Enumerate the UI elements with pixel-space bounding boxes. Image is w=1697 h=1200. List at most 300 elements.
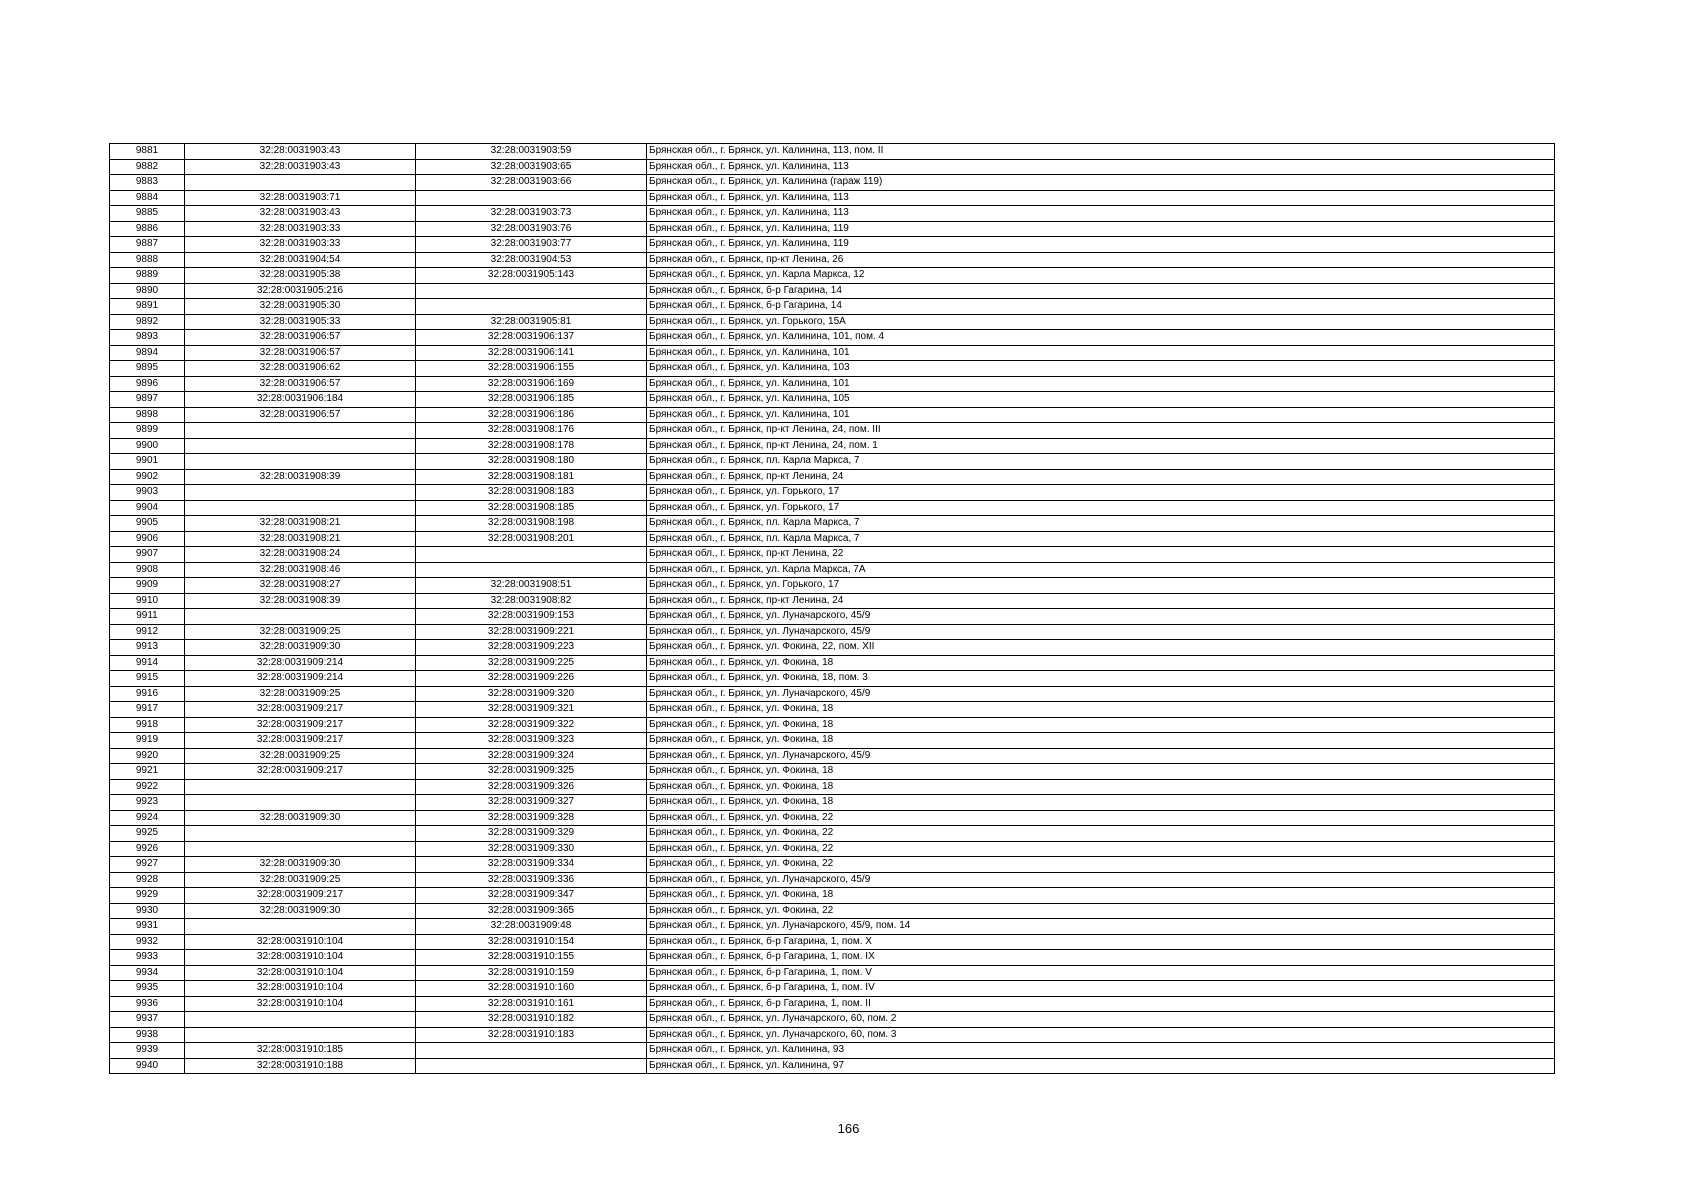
object-cadastral-number-cell: 32:28:0031910:160 [416,981,647,997]
row-number-cell: 9900 [110,438,185,454]
row-number-cell: 9892 [110,314,185,330]
address-cell: Брянская обл., г. Брянск, пл. Карла Маркса, 7 [647,531,1555,547]
cadastral-number-cell [185,175,416,191]
object-cadastral-number-cell: 32:28:0031908:201 [416,531,647,547]
row-number-cell: 9926 [110,841,185,857]
table-row [110,965,1555,981]
address-cell: Брянская обл., г. Брянск, ул. Фокина, 22 [647,903,1555,919]
table-row [110,237,1555,253]
table-row [110,981,1555,997]
table-row [110,345,1555,361]
cadastral-number-cell [185,795,416,811]
address-cell: Брянская обл., г. Брянск, пр-кт Ленина, 24, пом. III [647,423,1555,439]
row-number-cell: 9938 [110,1027,185,1043]
address-cell: Брянская обл., г. Брянск, ул. Луначарского, 45/9 [647,872,1555,888]
row-number-cell: 9906 [110,531,185,547]
object-cadastral-number-cell [416,547,647,563]
table-row [110,717,1555,733]
row-number-cell: 9884 [110,190,185,206]
row-number-cell: 9890 [110,283,185,299]
row-number-cell: 9882 [110,159,185,175]
row-number-cell: 9883 [110,175,185,191]
address-cell: Брянская обл., г. Брянск, ул. Фокина, 22, пом. XII [647,640,1555,656]
table-row [110,190,1555,206]
cadastral-number-cell: 32:28:0031906:62 [185,361,416,377]
object-cadastral-number-cell: 32:28:0031908:183 [416,485,647,501]
table-row [110,934,1555,950]
row-number-cell: 9937 [110,1012,185,1028]
address-cell: Брянская обл., г. Брянск, ул. Калинина, 93 [647,1043,1555,1059]
table-row [110,655,1555,671]
object-cadastral-number-cell: 32:28:0031909:226 [416,671,647,687]
address-cell: Брянская обл., г. Брянск, ул. Луначарского, 45/9 [647,609,1555,625]
object-cadastral-number-cell: 32:28:0031910:154 [416,934,647,950]
address-cell: Брянская обл., г. Брянск, ул. Калинина, 103 [647,361,1555,377]
object-cadastral-number-cell: 32:28:0031909:336 [416,872,647,888]
object-cadastral-number-cell: 32:28:0031908:176 [416,423,647,439]
address-cell: Брянская обл., г. Брянск, ул. Фокина, 18 [647,795,1555,811]
row-number-cell: 9903 [110,485,185,501]
table-row [110,438,1555,454]
object-cadastral-number-cell [416,562,647,578]
address-cell: Брянская обл., г. Брянск, ул. Луначарского, 60, пом. 3 [647,1027,1555,1043]
row-number-cell: 9939 [110,1043,185,1059]
table-row [110,221,1555,237]
address-cell: Брянская обл., г. Брянск, ул. Луначарского, 45/9 [647,748,1555,764]
row-number-cell: 9931 [110,919,185,935]
row-number-cell: 9897 [110,392,185,408]
table-row [110,252,1555,268]
row-number-cell: 9886 [110,221,185,237]
cadastral-number-cell: 32:28:0031909:30 [185,903,416,919]
row-number-cell: 9891 [110,299,185,315]
table-row [110,624,1555,640]
table-row [110,857,1555,873]
address-cell: Брянская обл., г. Брянск, ул. Калинина, 113 [647,206,1555,222]
table-row [110,144,1555,160]
cadastral-number-cell: 32:28:0031910:185 [185,1043,416,1059]
object-cadastral-number-cell: 32:28:0031908:181 [416,469,647,485]
object-cadastral-number-cell: 32:28:0031909:328 [416,810,647,826]
address-cell: Брянская обл., г. Брянск, б-р Гагарина, 1, пом. IV [647,981,1555,997]
row-number-cell: 9904 [110,500,185,516]
object-cadastral-number-cell [416,1043,647,1059]
row-number-cell: 9889 [110,268,185,284]
address-cell: Брянская обл., г. Брянск, пр-кт Ленина, 24, пом. 1 [647,438,1555,454]
table-row [110,175,1555,191]
object-cadastral-number-cell: 32:28:0031908:198 [416,516,647,532]
row-number-cell: 9914 [110,655,185,671]
object-cadastral-number-cell: 32:28:0031905:143 [416,268,647,284]
cadastral-number-cell [185,485,416,501]
address-cell: Брянская обл., г. Брянск, ул. Фокина, 18 [647,888,1555,904]
table-row [110,593,1555,609]
cadastral-number-cell: 32:28:0031910:104 [185,950,416,966]
object-cadastral-number-cell: 32:28:0031904:53 [416,252,647,268]
cadastral-number-cell: 32:28:0031910:104 [185,934,416,950]
cadastral-number-cell: 32:28:0031906:184 [185,392,416,408]
address-cell: Брянская обл., г. Брянск, ул. Калинина, 119 [647,221,1555,237]
table-row [110,841,1555,857]
address-cell: Брянская обл., г. Брянск, ул. Фокина, 18, пом. 3 [647,671,1555,687]
object-cadastral-number-cell: 32:28:0031909:327 [416,795,647,811]
table-row [110,206,1555,222]
object-cadastral-number-cell: 32:28:0031909:330 [416,841,647,857]
cadastral-number-cell: 32:28:0031905:30 [185,299,416,315]
address-cell: Брянская обл., г. Брянск, пр-кт Ленина, 24 [647,469,1555,485]
row-number-cell: 9918 [110,717,185,733]
table-row [110,423,1555,439]
object-cadastral-number-cell: 32:28:0031909:365 [416,903,647,919]
object-cadastral-number-cell: 32:28:0031909:324 [416,748,647,764]
row-number-cell: 9920 [110,748,185,764]
address-cell: Брянская обл., г. Брянск, ул. Фокина, 22 [647,826,1555,842]
address-cell: Брянская обл., г. Брянск, б-р Гагарина, 1, пом. V [647,965,1555,981]
cadastral-number-cell: 32:28:0031909:30 [185,810,416,826]
table-row [110,454,1555,470]
address-cell: Брянская обл., г. Брянск, ул. Фокина, 18 [647,733,1555,749]
address-cell: Брянская обл., г. Брянск, ул. Калинина, 97 [647,1058,1555,1074]
row-number-cell: 9936 [110,996,185,1012]
cadastral-number-cell: 32:28:0031903:43 [185,159,416,175]
table-row [110,686,1555,702]
object-cadastral-number-cell: 32:28:0031909:153 [416,609,647,625]
cadastral-number-cell: 32:28:0031910:104 [185,981,416,997]
cadastral-number-cell: 32:28:0031909:217 [185,764,416,780]
address-cell: Брянская обл., г. Брянск, ул. Фокина, 18 [647,779,1555,795]
object-cadastral-number-cell: 32:28:0031908:185 [416,500,647,516]
table-row [110,903,1555,919]
cadastral-number-cell: 32:28:0031908:21 [185,516,416,532]
address-cell: Брянская обл., г. Брянск, ул. Фокина, 18 [647,702,1555,718]
cadastral-number-cell: 32:28:0031909:30 [185,640,416,656]
table-row [110,485,1555,501]
registry-table-body [110,144,1555,1074]
address-cell: Брянская обл., г. Брянск, пл. Карла Маркса, 7 [647,516,1555,532]
table-row [110,469,1555,485]
address-cell: Брянская обл., г. Брянск, б-р Гагарина, 14 [647,299,1555,315]
table-row [110,795,1555,811]
cadastral-number-cell: 32:28:0031906:57 [185,330,416,346]
cadastral-number-cell: 32:28:0031910:104 [185,965,416,981]
row-number-cell: 9940 [110,1058,185,1074]
object-cadastral-number-cell: 32:28:0031909:221 [416,624,647,640]
address-cell: Брянская обл., г. Брянск, б-р Гагарина, 14 [647,283,1555,299]
object-cadastral-number-cell: 32:28:0031910:182 [416,1012,647,1028]
table-row [110,500,1555,516]
row-number-cell: 9919 [110,733,185,749]
table-row [110,299,1555,315]
cadastral-number-cell: 32:28:0031903:33 [185,221,416,237]
object-cadastral-number-cell: 32:28:0031909:223 [416,640,647,656]
object-cadastral-number-cell: 32:28:0031910:159 [416,965,647,981]
row-number-cell: 9909 [110,578,185,594]
object-cadastral-number-cell: 32:28:0031903:59 [416,144,647,160]
address-cell: Брянская обл., г. Брянск, ул. Калинина, 101, пом. 4 [647,330,1555,346]
row-number-cell: 9916 [110,686,185,702]
table-row [110,1043,1555,1059]
cadastral-number-cell: 32:28:0031909:25 [185,624,416,640]
cadastral-number-cell [185,438,416,454]
row-number-cell: 9932 [110,934,185,950]
cadastral-number-cell: 32:28:0031910:104 [185,996,416,1012]
object-cadastral-number-cell: 32:28:0031909:326 [416,779,647,795]
row-number-cell: 9895 [110,361,185,377]
cadastral-number-cell: 32:28:0031905:38 [185,268,416,284]
row-number-cell: 9935 [110,981,185,997]
table-row [110,407,1555,423]
object-cadastral-number-cell: 32:28:0031909:347 [416,888,647,904]
address-cell: Брянская обл., г. Брянск, б-р Гагарина, 1, пом. IX [647,950,1555,966]
table-row [110,919,1555,935]
table-row [110,578,1555,594]
table-row [110,810,1555,826]
object-cadastral-number-cell: 32:28:0031908:82 [416,593,647,609]
row-number-cell: 9924 [110,810,185,826]
address-cell: Брянская обл., г. Брянск, пл. Карла Маркса, 7 [647,454,1555,470]
object-cadastral-number-cell: 32:28:0031906:141 [416,345,647,361]
row-number-cell: 9911 [110,609,185,625]
object-cadastral-number-cell: 32:28:0031903:77 [416,237,647,253]
object-cadastral-number-cell: 32:28:0031910:155 [416,950,647,966]
object-cadastral-number-cell: 32:28:0031909:320 [416,686,647,702]
row-number-cell: 9896 [110,376,185,392]
cadastral-number-cell [185,500,416,516]
address-cell: Брянская обл., г. Брянск, ул. Карла Маркса, 12 [647,268,1555,284]
object-cadastral-number-cell: 32:28:0031908:178 [416,438,647,454]
address-cell: Брянская обл., г. Брянск, ул. Фокина, 22 [647,841,1555,857]
table-row [110,159,1555,175]
cadastral-number-cell: 32:28:0031903:43 [185,206,416,222]
table-row [110,330,1555,346]
object-cadastral-number-cell: 32:28:0031908:180 [416,454,647,470]
cadastral-number-cell: 32:28:0031903:71 [185,190,416,206]
object-cadastral-number-cell: 32:28:0031910:161 [416,996,647,1012]
cadastral-number-cell: 32:28:0031909:25 [185,686,416,702]
table-row [110,268,1555,284]
cadastral-number-cell: 32:28:0031909:214 [185,671,416,687]
address-cell: Брянская обл., г. Брянск, ул. Калинина, 113, пом. II [647,144,1555,160]
cadastral-number-cell [185,423,416,439]
table-row [110,283,1555,299]
address-cell: Брянская обл., г. Брянск, ул. Калинина (гараж 119) [647,175,1555,191]
row-number-cell: 9923 [110,795,185,811]
cadastral-number-cell [185,779,416,795]
address-cell: Брянская обл., г. Брянск, ул. Калинина, 119 [647,237,1555,253]
object-cadastral-number-cell: 32:28:0031906:169 [416,376,647,392]
table-row [110,779,1555,795]
row-number-cell: 9921 [110,764,185,780]
table-row [110,826,1555,842]
row-number-cell: 9898 [110,407,185,423]
registry-table [109,143,1555,1074]
address-cell: Брянская обл., г. Брянск, ул. Карла Маркса, 7А [647,562,1555,578]
object-cadastral-number-cell: 32:28:0031905:81 [416,314,647,330]
object-cadastral-number-cell [416,283,647,299]
cadastral-number-cell [185,841,416,857]
cadastral-number-cell: 32:28:0031909:30 [185,857,416,873]
table-row [110,764,1555,780]
page-number: 166 [837,1121,860,1136]
address-cell: Брянская обл., г. Брянск, ул. Горького, 17 [647,500,1555,516]
table-row [110,609,1555,625]
row-number-cell: 9893 [110,330,185,346]
address-cell: Брянская обл., г. Брянск, ул. Калинина, 101 [647,376,1555,392]
address-cell: Брянская обл., г. Брянск, ул. Луначарского, 60, пом. 2 [647,1012,1555,1028]
object-cadastral-number-cell: 32:28:0031906:137 [416,330,647,346]
row-number-cell: 9912 [110,624,185,640]
row-number-cell: 9925 [110,826,185,842]
table-row [110,392,1555,408]
row-number-cell: 9933 [110,950,185,966]
address-cell: Брянская обл., г. Брянск, пр-кт Ленина, 26 [647,252,1555,268]
address-cell: Брянская обл., г. Брянск, ул. Горького, 15А [647,314,1555,330]
cadastral-number-cell: 32:28:0031903:43 [185,144,416,160]
cadastral-number-cell: 32:28:0031906:57 [185,345,416,361]
cadastral-number-cell [185,1012,416,1028]
cadastral-number-cell: 32:28:0031905:216 [185,283,416,299]
object-cadastral-number-cell: 32:28:0031903:66 [416,175,647,191]
object-cadastral-number-cell: 32:28:0031903:76 [416,221,647,237]
cadastral-number-cell: 32:28:0031909:25 [185,872,416,888]
row-number-cell: 9905 [110,516,185,532]
cadastral-number-cell: 32:28:0031908:39 [185,593,416,609]
row-number-cell: 9885 [110,206,185,222]
row-number-cell: 9930 [110,903,185,919]
cadastral-number-cell: 32:28:0031906:57 [185,376,416,392]
cadastral-number-cell: 32:28:0031909:217 [185,888,416,904]
table-row [110,733,1555,749]
object-cadastral-number-cell: 32:28:0031909:48 [416,919,647,935]
object-cadastral-number-cell: 32:28:0031909:325 [416,764,647,780]
address-cell: Брянская обл., г. Брянск, пр-кт Ленина, 22 [647,547,1555,563]
row-number-cell: 9913 [110,640,185,656]
cadastral-number-cell: 32:28:0031906:57 [185,407,416,423]
object-cadastral-number-cell: 32:28:0031909:334 [416,857,647,873]
cadastral-number-cell [185,1027,416,1043]
address-cell: Брянская обл., г. Брянск, ул. Фокина, 22 [647,810,1555,826]
table-row [110,702,1555,718]
row-number-cell: 9917 [110,702,185,718]
row-number-cell: 9902 [110,469,185,485]
cadastral-number-cell [185,919,416,935]
object-cadastral-number-cell: 32:28:0031908:51 [416,578,647,594]
row-number-cell: 9910 [110,593,185,609]
row-number-cell: 9888 [110,252,185,268]
cadastral-number-cell: 32:28:0031909:25 [185,748,416,764]
object-cadastral-number-cell: 32:28:0031903:65 [416,159,647,175]
object-cadastral-number-cell: 32:28:0031906:185 [416,392,647,408]
row-number-cell: 9927 [110,857,185,873]
address-cell: Брянская обл., г. Брянск, ул. Горького, 17 [647,485,1555,501]
cadastral-number-cell [185,454,416,470]
object-cadastral-number-cell: 32:28:0031909:323 [416,733,647,749]
table-row [110,640,1555,656]
object-cadastral-number-cell: 32:28:0031909:321 [416,702,647,718]
row-number-cell: 9887 [110,237,185,253]
row-number-cell: 9915 [110,671,185,687]
cadastral-number-cell: 32:28:0031905:33 [185,314,416,330]
table-row [110,872,1555,888]
cadastral-number-cell: 32:28:0031908:24 [185,547,416,563]
cadastral-number-cell: 32:28:0031910:188 [185,1058,416,1074]
row-number-cell: 9881 [110,144,185,160]
table-row [110,1027,1555,1043]
row-number-cell: 9928 [110,872,185,888]
row-number-cell: 9908 [110,562,185,578]
address-cell: Брянская обл., г. Брянск, б-р Гагарина, 1, пом. X [647,934,1555,950]
table-row [110,950,1555,966]
object-cadastral-number-cell [416,299,647,315]
table-row [110,516,1555,532]
cadastral-number-cell: 32:28:0031909:217 [185,717,416,733]
cadastral-number-cell: 32:28:0031903:33 [185,237,416,253]
table-row [110,671,1555,687]
cadastral-number-cell: 32:28:0031909:217 [185,702,416,718]
table-row [110,888,1555,904]
address-cell: Брянская обл., г. Брянск, ул. Калинина, 101 [647,407,1555,423]
cadastral-number-cell: 32:28:0031908:21 [185,531,416,547]
table-row [110,361,1555,377]
address-cell: Брянская обл., г. Брянск, ул. Калинина, 101 [647,345,1555,361]
cadastral-number-cell: 32:28:0031904:54 [185,252,416,268]
table-row [110,996,1555,1012]
address-cell: Брянская обл., г. Брянск, б-р Гагарина, 1, пом. II [647,996,1555,1012]
table-row [110,376,1555,392]
cadastral-number-cell [185,609,416,625]
address-cell: Брянская обл., г. Брянск, ул. Фокина, 22 [647,857,1555,873]
address-cell: Брянская обл., г. Брянск, ул. Фокина, 18 [647,717,1555,733]
table-row [110,531,1555,547]
cadastral-number-cell: 32:28:0031909:217 [185,733,416,749]
object-cadastral-number-cell [416,190,647,206]
table-row [110,547,1555,563]
cadastral-number-cell: 32:28:0031908:39 [185,469,416,485]
object-cadastral-number-cell: 32:28:0031903:73 [416,206,647,222]
row-number-cell: 9922 [110,779,185,795]
table-row [110,1058,1555,1074]
row-number-cell: 9894 [110,345,185,361]
object-cadastral-number-cell: 32:28:0031909:329 [416,826,647,842]
address-cell: Брянская обл., г. Брянск, ул. Фокина, 18 [647,655,1555,671]
address-cell: Брянская обл., г. Брянск, ул. Калинина, 113 [647,190,1555,206]
object-cadastral-number-cell: 32:28:0031906:155 [416,361,647,377]
cadastral-number-cell: 32:28:0031908:46 [185,562,416,578]
object-cadastral-number-cell [416,1058,647,1074]
table-row [110,748,1555,764]
object-cadastral-number-cell: 32:28:0031910:183 [416,1027,647,1043]
cadastral-number-cell: 32:28:0031909:214 [185,655,416,671]
address-cell: Брянская обл., г. Брянск, ул. Луначарского, 45/9 [647,686,1555,702]
address-cell: Брянская обл., г. Брянск, ул. Луначарского, 45/9, пом. 14 [647,919,1555,935]
object-cadastral-number-cell: 32:28:0031909:322 [416,717,647,733]
cadastral-number-cell [185,826,416,842]
row-number-cell: 9901 [110,454,185,470]
table-row [110,1012,1555,1028]
address-cell: Брянская обл., г. Брянск, пр-кт Ленина, 24 [647,593,1555,609]
row-number-cell: 9907 [110,547,185,563]
address-cell: Брянская обл., г. Брянск, ул. Калинина, 105 [647,392,1555,408]
row-number-cell: 9934 [110,965,185,981]
table-row [110,562,1555,578]
cadastral-number-cell: 32:28:0031908:27 [185,578,416,594]
object-cadastral-number-cell: 32:28:0031906:186 [416,407,647,423]
address-cell: Брянская обл., г. Брянск, ул. Горького, 17 [647,578,1555,594]
address-cell: Брянская обл., г. Брянск, ул. Фокина, 18 [647,764,1555,780]
object-cadastral-number-cell: 32:28:0031909:225 [416,655,647,671]
row-number-cell: 9899 [110,423,185,439]
table-row [110,314,1555,330]
